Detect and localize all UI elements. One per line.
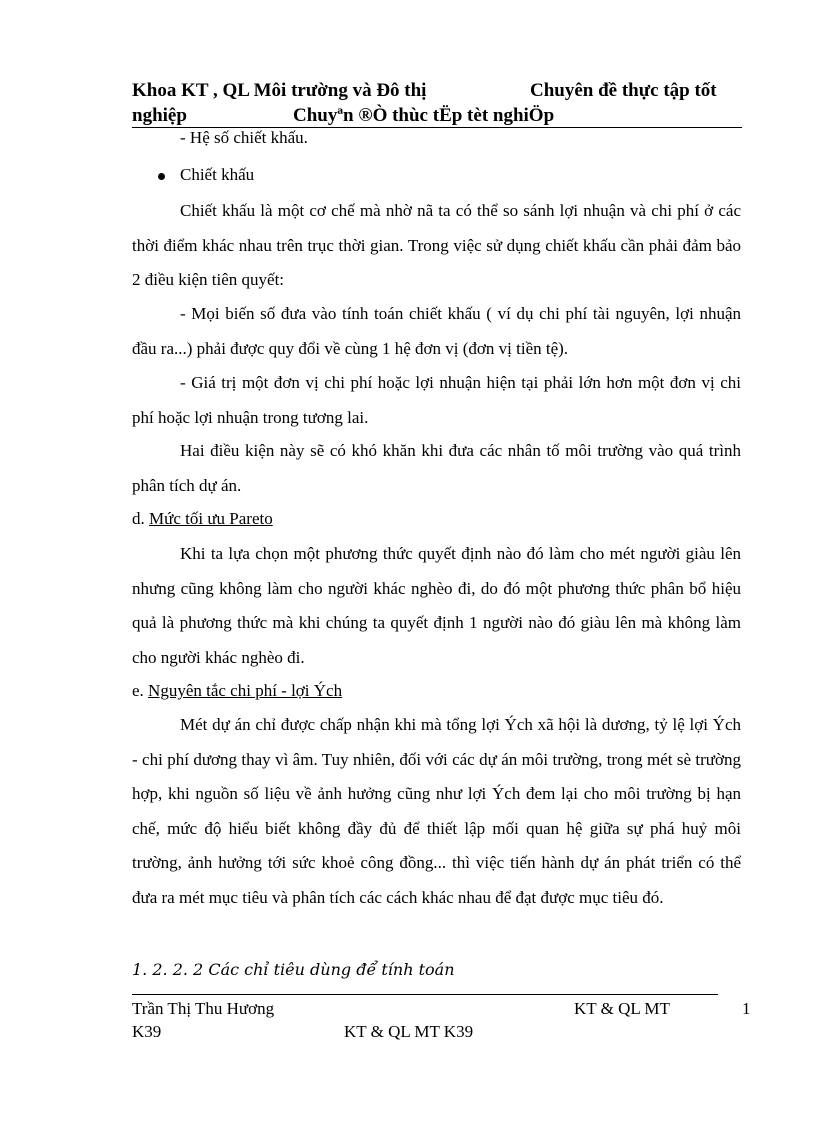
item-he-so-chiet-khau: - Hệ số chiết khấu. bbox=[180, 128, 308, 147]
footer-author: Trần Thị Thu Hương bbox=[132, 999, 275, 1018]
paragraph-dieu-kien-1: - Mọi biến số đưa vào tính toán chiết khấu ( ví dụ chi phí tài nguyên, lợi nhuận đầu ra...) phải được quy đổi về cùng 1 hệ đơn vị (đơn vị tiền tệ). bbox=[132, 304, 741, 358]
paragraph-hai-dieu-kien: Hai điều kiện này sẽ có khó khăn khi đưa các nhân tố môi trường vào quá trình phân tích dự án. bbox=[132, 441, 741, 495]
header-left-line2: nghiệp bbox=[132, 105, 187, 126]
header-right-line2: Chuyªn ®Ò thùc tËp tèt nghiÖp bbox=[293, 105, 555, 126]
heading-d-prefix: d. bbox=[132, 509, 149, 528]
paragraph-chi-phi-loi-ich: Mét dự án chỉ được chấp nhận khi mà tổng lợi Ých xã hội là dương, tỷ lệ lợi Ých - chi phí dương thay vì âm. Tuy nhiên, đối với các dự án môi trường, trong mét sè trường hợp, khi nguồn số liệu về ảnh hưởng cũng như lợi Ých đem lại cho môi trường bị hạn chế, mức độ hiểu biết không đầy đủ để thiết lập mối quan hệ giữa sự phá huỷ môi trường, ảnh hưởng tới sức khoẻ công đồng... thì việc tiến hành dự án phát triển có thể đưa ra mét mục tiêu và phân tích các cách khác nhau để đạt được mục tiêu đó. bbox=[132, 715, 741, 907]
footer-dept: KT & QL MT bbox=[574, 999, 670, 1018]
footer-class-center: KT & QL MT K39 bbox=[344, 1022, 474, 1041]
page-number: 1 bbox=[742, 999, 751, 1018]
paragraph-chiet-khau: Chiết khấu là một cơ chế mà nhờ nã ta có thể so sánh lợi nhuận và chi phí ở các thời điểm khác nhau trên trục thời gian. Trong việc sử dụng chiết khấu cần phải đảm bảo 2 điều kiện tiên quyết: bbox=[132, 201, 741, 289]
bullet-dot-icon bbox=[158, 173, 165, 180]
heading-d bbox=[132, 509, 273, 529]
header-left-line1: Khoa KT , QL Môi trường và Đô thị bbox=[132, 80, 427, 101]
heading-e bbox=[132, 681, 342, 701]
section-heading: 1. 2. 2. 2 Các chỉ tiêu dùng để tính toán bbox=[132, 960, 455, 979]
footer-rule bbox=[132, 994, 718, 995]
bullet-chiet-khau: Chiết khấu bbox=[180, 165, 255, 184]
footer-class: K39 bbox=[132, 1022, 162, 1041]
heading-d-title: Mức tối ưu Pareto bbox=[149, 509, 273, 528]
paragraph-dieu-kien-2: - Giá trị một đơn vị chi phí hoặc lợi nhuận hiện tại phải lớn hơn một đơn vị chi phí hoặc lợi nhuận trong tương lai. bbox=[132, 373, 741, 427]
paragraph-pareto: Khi ta lựa chọn một phương thức quyết định nào đó làm cho mét người giàu lên nhưng cũng không làm cho người khác nghèo đi, do đó một phương thức phân bổ hiệu quả là phương thức mà khi chúng ta quyết định 1 người nào đó giàu lên mà không làm cho người khác nghèo đi. bbox=[132, 544, 741, 667]
heading-e-prefix: e. bbox=[132, 681, 149, 700]
header-right-line1: Chuyên đề thực tập tốt bbox=[530, 80, 717, 101]
heading-e-title: Nguyên tắc chi phí - lợi Ých bbox=[148, 681, 343, 700]
